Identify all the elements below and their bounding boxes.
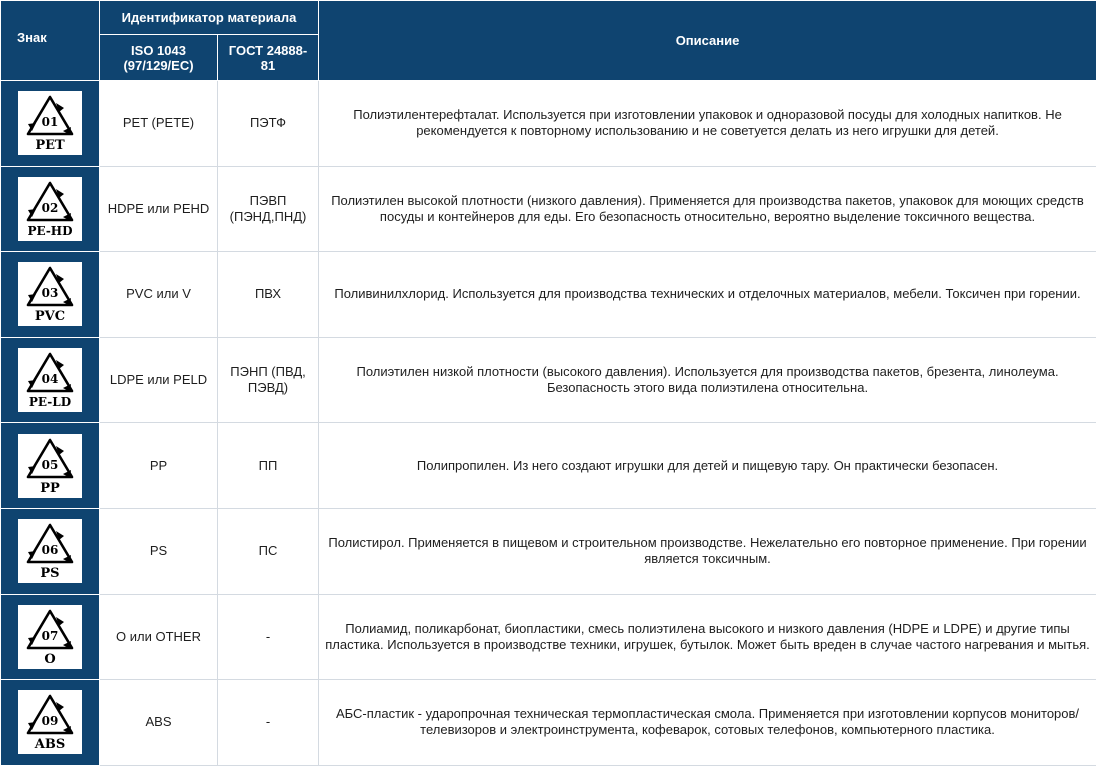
recycling-triangle-icon bbox=[18, 519, 82, 583]
svg-text:01: 01 bbox=[42, 115, 59, 129]
svg-text:02: 02 bbox=[42, 201, 59, 215]
recycling-triangle-icon bbox=[18, 605, 82, 669]
recycling-triangle-icon bbox=[18, 262, 82, 326]
description-cell: Поливинилхлорид. Используется для производства технических и отделочных материалов, мебели. Токсичен при горении. bbox=[319, 252, 1096, 338]
recycling-triangle-icon bbox=[18, 177, 82, 241]
table-row bbox=[1, 508, 1096, 594]
gost-code-cell: ПЭНП (ПВД, ПЭВД) bbox=[218, 337, 319, 423]
iso-code-cell: ABS bbox=[100, 680, 218, 766]
svg-text:ABS: ABS bbox=[34, 737, 65, 752]
recycling-symbol-cell bbox=[1, 337, 100, 423]
recycling-symbol-cell bbox=[1, 508, 100, 594]
table-row bbox=[1, 423, 1096, 509]
svg-text:O: O bbox=[44, 652, 55, 667]
iso-code-cell: HDPE или PEHD bbox=[100, 166, 218, 252]
iso-code-cell: PP bbox=[100, 423, 218, 509]
svg-text:PET: PET bbox=[35, 138, 65, 153]
svg-text:09: 09 bbox=[42, 714, 59, 728]
svg-text:PP: PP bbox=[40, 481, 60, 496]
gost-code-cell: ПП bbox=[218, 423, 319, 509]
recycling-symbol-cell bbox=[1, 166, 100, 252]
iso-code-cell: LDPE или PELD bbox=[100, 337, 218, 423]
svg-text:03: 03 bbox=[42, 286, 59, 300]
svg-text:07: 07 bbox=[42, 629, 59, 643]
recycling-symbol-cell bbox=[1, 81, 100, 167]
description-cell: Полиэтилен высокой плотности (низкого давления). Применяется для производства пакетов, упаковок для моющих средств посуды и контейнеров для еды. Его безопасность относительно, вероятно выделение токсичного вещества. bbox=[319, 166, 1096, 252]
recycling-symbol-cell bbox=[1, 252, 100, 338]
table-row bbox=[1, 81, 1096, 167]
svg-text:PVC: PVC bbox=[35, 309, 65, 324]
recycling-symbol-cell bbox=[1, 680, 100, 766]
header-gost: ГОСТ 24888-81 bbox=[218, 35, 319, 81]
gost-code-cell: ПЭВП (ПЭНД,ПНД) bbox=[218, 166, 319, 252]
gost-code-cell: - bbox=[218, 680, 319, 766]
iso-code-cell: PET (PETE) bbox=[100, 81, 218, 167]
gost-code-cell: - bbox=[218, 594, 319, 680]
gost-code-cell: ПС bbox=[218, 508, 319, 594]
header-sign: Знак bbox=[1, 1, 100, 81]
header-description: Описание bbox=[319, 1, 1096, 81]
iso-code-cell: PVC или V bbox=[100, 252, 218, 338]
svg-text:PE-HD: PE-HD bbox=[27, 224, 72, 238]
svg-text:05: 05 bbox=[42, 458, 59, 472]
description-cell: Полиэтилен низкой плотности (высокого давления). Используется для производства пакетов, брезента, линолеума. Безопасность этого вида полиэтилена относительна. bbox=[319, 337, 1096, 423]
table-row bbox=[1, 166, 1096, 252]
svg-text:06: 06 bbox=[42, 543, 59, 557]
recycling-symbol-cell bbox=[1, 594, 100, 680]
description-cell: Полиамид, поликарбонат, биопластики, смесь полиэтилена высокого и низкого давления (HDPE и LDPE) и другие типы пластика. Используется в производстве техники, игрушек, бутылок. Может быть вреден в случае частого нагревания и мытья. bbox=[319, 594, 1096, 680]
table-row bbox=[1, 680, 1096, 766]
svg-text:04: 04 bbox=[42, 372, 59, 386]
description-cell: Полипропилен. Из него создают игрушки для детей и пищевую тару. Он практически безопасен. bbox=[319, 423, 1096, 509]
recycling-triangle-icon bbox=[18, 91, 82, 155]
recycling-triangle-icon bbox=[18, 348, 82, 412]
header-identifier: Идентификатор материала bbox=[100, 1, 319, 35]
description-cell: Полиэтилентерефталат. Используется при изготовлении упаковок и одноразовой посуды для холодных напитков. Не рекомендуется к повторному использованию и не советуется делать из него игрушки для детей. bbox=[319, 81, 1096, 167]
gost-code-cell: ПЭТФ bbox=[218, 81, 319, 167]
gost-code-cell: ПВХ bbox=[218, 252, 319, 338]
recycling-triangle-icon bbox=[18, 690, 82, 754]
description-cell: Полистирол. Применяется в пищевом и строительном производстве. Нежелательно его повторное применение. При горении является токсичным. bbox=[319, 508, 1096, 594]
table-row bbox=[1, 337, 1096, 423]
description-cell: АБС-пластик - ударопрочная техническая термопластическая смола. Применяется при изготовлении корпусов мониторов/телевизоров и электроинструмента, кофеварок, сотовых телефонов, компьютерного пластика. bbox=[319, 680, 1096, 766]
svg-text:PE-LD: PE-LD bbox=[29, 395, 71, 409]
recycling-triangle-icon bbox=[18, 434, 82, 498]
header-iso: ISO 1043 (97/129/EC) bbox=[100, 35, 218, 81]
iso-code-cell: O или OTHER bbox=[100, 594, 218, 680]
table-row bbox=[1, 252, 1096, 338]
recycling-symbol-cell bbox=[1, 423, 100, 509]
table-row bbox=[1, 594, 1096, 680]
svg-text:PS: PS bbox=[40, 566, 59, 581]
iso-code-cell: PS bbox=[100, 508, 218, 594]
